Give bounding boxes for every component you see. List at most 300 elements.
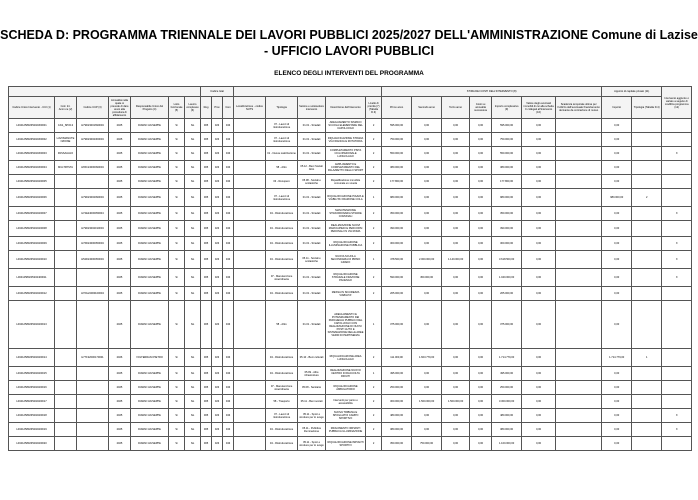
table-cell: 07 - Lavori di ristrutturazione [266, 119, 298, 133]
table-cell: 495.000,00 [492, 367, 522, 381]
table-cell: No [185, 251, 201, 269]
table-cell [234, 207, 266, 221]
table-cell: 07 - Lavori di ristrutturazione [266, 409, 298, 423]
table-cell [556, 251, 602, 269]
table-cell [632, 409, 662, 423]
table-cell [662, 437, 692, 451]
table-cell: 01.01 - Stradali [298, 189, 326, 207]
table-cell [556, 237, 602, 251]
table-cell: 550.000,00 [492, 147, 522, 161]
table-cell [632, 119, 662, 133]
table-cell: 595.000,00 [492, 119, 522, 133]
table-cell: 005 [201, 349, 212, 367]
table-cell: 380.000,00 [382, 423, 412, 437]
table-cell: 2 [366, 237, 382, 251]
table-cell [234, 147, 266, 161]
table-cell [632, 161, 662, 175]
table-cell: 2 [366, 349, 382, 367]
column-header: Secondo anno [412, 97, 442, 119]
table-cell: 0,00 [470, 237, 492, 251]
table-row [9, 381, 692, 395]
table-cell: H52D24000050004 [77, 251, 109, 269]
table-cell: 043 [223, 221, 234, 237]
table-cell: L00412580235202400005 [9, 175, 55, 189]
table-cell: H76G24000100004 [77, 287, 109, 301]
table-cell: Si [169, 237, 185, 251]
table-cell: L00412580235202400013 [9, 301, 55, 349]
table-cell: RIQUALIFICAZIONE PIAZZA E VIABILITA' FRAZIONE COLA [326, 189, 366, 207]
table-cell: 0,00 [470, 367, 492, 381]
table-cell: 58 - Altro [266, 301, 298, 349]
table-cell [234, 133, 266, 147]
table-cell: 0,00 [470, 251, 492, 269]
table-cell: 0,00 [522, 207, 556, 221]
column-header-row [9, 97, 692, 119]
table-cell [234, 423, 266, 437]
table-cell: 023 [212, 133, 223, 147]
table-cell: 05.11 - Sport e strutture per lo svago [298, 409, 326, 423]
table-cell: 2 [366, 175, 382, 189]
table-cell: 980.000,00 [382, 189, 412, 207]
table-cell: 023 [212, 301, 223, 349]
table-cell [556, 367, 602, 381]
table-cell [662, 367, 692, 381]
column-header: Valore degli eventuali immobili di cui alla scheda C collegati all'intervento (10) [522, 97, 556, 119]
table-cell: 300.000,00 [382, 395, 412, 409]
table-cell: 0,00 [412, 381, 442, 395]
table-row [9, 423, 692, 437]
table-cell: No [185, 367, 201, 381]
table-cell: 005 [201, 207, 212, 221]
table-cell [77, 437, 109, 451]
table-cell: 005 [201, 409, 212, 423]
table-cell: No [185, 133, 201, 147]
table-cell: 380.000,00 [492, 161, 522, 175]
table-row [9, 287, 692, 301]
column-header: Prov [212, 97, 223, 119]
table-cell: DIANNI GIUSEPPE [131, 161, 169, 175]
table-cell: 0,00 [470, 175, 492, 189]
table-cell: 04 - Ristrutturazione [266, 349, 298, 367]
table-cell: ADEGUAMENTO SISMICO SCUOLA ELEMENTARE DEL CAPOLUOGO [326, 119, 366, 133]
table-cell [234, 437, 266, 451]
table-row [9, 221, 692, 237]
table-cell: Si [169, 301, 185, 349]
table-cell: 01 - Nuova realizzazione [266, 147, 298, 161]
table-cell: H79D23002190004 [77, 221, 109, 237]
table-cell: 0,00 [442, 175, 470, 189]
table-cell: MESSA IN SICUREZZA VIABILITA' [326, 287, 366, 301]
table-cell: 2025 [109, 221, 131, 237]
table-cell: H65C24000090004 [77, 161, 109, 175]
table-cell: 043 [223, 287, 234, 301]
table-cell: L00412580235202300004 [9, 161, 55, 175]
table-cell: 01.01 - Stradali [298, 301, 326, 349]
table-cell: 1.714.779,00 [602, 349, 632, 367]
table-cell: 005 [201, 251, 212, 269]
table-cell: 2025 [109, 301, 131, 349]
table-cell: 0,00 [470, 381, 492, 395]
table-cell: 023 [212, 437, 223, 451]
table-cell: 043 [223, 395, 234, 409]
table-cell: L00412580235202400008 [9, 221, 55, 237]
table-cell: X [662, 251, 692, 269]
table-cell: VOLTERRANI PIETRO [131, 349, 169, 367]
table-cell: 0,00 [602, 287, 632, 301]
table-cell: 03 - Recupero [266, 175, 298, 189]
table-cell: 0,00 [522, 161, 556, 175]
table-row [9, 437, 692, 451]
table-cell: 590.000,00 [382, 269, 412, 287]
table-cell [632, 287, 662, 301]
table-cell: 177.800,00 [492, 175, 522, 189]
table-cell: 350.000,00 [492, 207, 522, 221]
table-cell: 043 [223, 437, 234, 451]
page-title [0, 27, 698, 59]
column-header: Localizzazione - codice NUTS [234, 97, 266, 119]
table-cell: 495.000,00 [382, 367, 412, 381]
table-cell [632, 133, 662, 147]
table-cell: Si [169, 207, 185, 221]
table-cell: No [185, 175, 201, 189]
column-header: Responsabile Unico del Progetto (4) [131, 97, 169, 119]
table-cell: 2 [366, 287, 382, 301]
table-cell: X [662, 147, 692, 161]
table-cell: 04 - Ristrutturazione [266, 367, 298, 381]
table-cell [234, 349, 266, 367]
table-cell: H79D23002300004 [77, 133, 109, 147]
table-cell: H77F22000170001 [77, 349, 109, 367]
table-cell [662, 119, 692, 133]
interventions-table [8, 86, 692, 451]
table-cell: 0,00 [442, 287, 470, 301]
table-cell: 0,00 [602, 409, 632, 423]
table-cell [632, 437, 662, 451]
table-cell [55, 251, 77, 269]
table-cell: 05.08 - Sociali e scolastiche [298, 175, 326, 189]
table-cell: 0,00 [412, 161, 442, 175]
table-cell: RIQUALIFICAZIONE IMPIANTI SPORTIVI [326, 437, 366, 451]
table-cell [556, 147, 602, 161]
table-cell: 0,00 [602, 395, 632, 409]
table-cell [55, 409, 77, 423]
table-cell: 04 - Ristrutturazione [266, 207, 298, 221]
table-cell [556, 269, 602, 287]
table-cell: No [185, 409, 201, 423]
table-cell: 265.000,00 [492, 287, 522, 301]
table-cell [632, 395, 662, 409]
table-cell [556, 349, 602, 367]
table-cell: Si [169, 349, 185, 367]
table-cell: 0,00 [522, 175, 556, 189]
table-cell: 2025 [109, 269, 131, 287]
table-cell: 0,00 [442, 161, 470, 175]
table-cell: 005 [201, 147, 212, 161]
table-cell: 023 [212, 423, 223, 437]
table-cell: 043 [223, 161, 234, 175]
table-row [9, 133, 692, 147]
table-cell: L00412580235202400017 [9, 395, 55, 409]
table-cell: 0,00 [470, 119, 492, 133]
table-cell: 0,00 [522, 301, 556, 349]
table-cell: 0,00 [412, 147, 442, 161]
table-cell: No [185, 349, 201, 367]
table-cell: 0,00 [412, 237, 442, 251]
table-cell: 0,00 [522, 423, 556, 437]
table-cell: 005 [201, 189, 212, 207]
column-header: Descrizione dell'intervento [326, 97, 366, 119]
group-header-row [9, 87, 692, 97]
table-cell: 05.11 - Sport e strutture per lo svago [298, 437, 326, 451]
table-cell: 111.000,00 [382, 349, 412, 367]
table-cell: 0,00 [602, 207, 632, 221]
table-cell: Si [169, 423, 185, 437]
table-cell: 265.000,00 [382, 287, 412, 301]
table-cell: 550.000,00 [382, 147, 412, 161]
table-cell: DIANNI GIUSEPPE [131, 237, 169, 251]
table-cell [632, 251, 662, 269]
table-cell [234, 189, 266, 207]
table-cell [77, 381, 109, 395]
table-cell: 58 - Altro [266, 161, 298, 175]
table-cell: 2025 [109, 147, 131, 161]
table-cell: LAVOMANUTENZIONE [55, 133, 77, 147]
group-header-empty-2 [234, 87, 382, 97]
table-cell: 0,00 [522, 367, 556, 381]
table-cell [234, 301, 266, 349]
table-cell: 005 [201, 381, 212, 395]
table-cell: 04 - Ristrutturazione [266, 237, 298, 251]
table-row [9, 409, 692, 423]
table-header [9, 87, 692, 119]
table-cell: 0,00 [470, 269, 492, 287]
table-cell: CAS_SPO13 [55, 119, 77, 133]
table-cell [662, 175, 692, 189]
table-cell: 2 [366, 381, 382, 395]
table-cell [234, 251, 266, 269]
table-cell [556, 437, 602, 451]
table-cell [556, 423, 602, 437]
table-cell: 043 [223, 409, 234, 423]
table-cell: Si [169, 437, 185, 451]
column-header: Lotto funzionale (5) [169, 97, 185, 119]
table-cell: 0,00 [522, 437, 556, 451]
table-cell [662, 221, 692, 237]
table-cell: 300.000,00 [492, 237, 522, 251]
column-header: Settore e sottosettore intervento [298, 97, 326, 119]
table-cell: RIFACIMENTO IMPIANTI PUBBLICA ILLUMINAZIONE [326, 423, 366, 437]
table-cell: 05.99 - Altre infrastrutture [298, 367, 326, 381]
table-cell [234, 175, 266, 189]
table-cell: 390.000,00 [492, 221, 522, 237]
table-cell: 2 [366, 147, 382, 161]
table-cell: DIANNI GIUSEPPE [131, 119, 169, 133]
table-cell: 750.000,00 [412, 437, 442, 451]
table-cell: No [185, 189, 201, 207]
table-cell: 3.300.000,00 [492, 395, 522, 409]
table-cell: 01.01 - Stradali [298, 147, 326, 161]
column-header: Cod. Int. Amm.ne (2) [55, 97, 77, 119]
column-header: Terzo anno [442, 97, 470, 119]
table-cell: L00412580235202300001 [9, 119, 55, 133]
table-cell: 478.500,00 [382, 251, 412, 269]
table-cell: 04 - Ristrutturazione [266, 423, 298, 437]
table-cell: 1.140.000,00 [442, 251, 470, 269]
table-cell [556, 409, 602, 423]
table-cell: 01.01 - Stradali [298, 269, 326, 287]
table-cell [556, 221, 602, 237]
table-cell: Riqualificazione immobile comunale ex scuola [326, 175, 366, 189]
table-cell: 0,00 [412, 189, 442, 207]
table-cell: 0,00 [442, 269, 470, 287]
table-cell: 0,00 [470, 221, 492, 237]
table-cell: 04 - Ristrutturazione [266, 251, 298, 269]
table-cell: 1.603.779,00 [412, 349, 442, 367]
table-cell [662, 287, 692, 301]
table-cell: 1 [366, 301, 382, 349]
table-cell: 595.000,00 [382, 119, 412, 133]
table-row [9, 301, 692, 349]
table-cell: 2 [366, 119, 382, 133]
table-cell: 043 [223, 175, 234, 189]
table-cell [556, 133, 602, 147]
table-cell: DIANNI GIUSEPPE [131, 381, 169, 395]
table-cell: 0,00 [442, 367, 470, 381]
table-cell: 0,00 [442, 133, 470, 147]
table-cell: 005 [201, 119, 212, 133]
table-cell: 0,00 [602, 237, 632, 251]
table-cell: 0,00 [412, 409, 442, 423]
table-cell [662, 381, 692, 395]
table-cell: 0,00 [412, 119, 442, 133]
table-cell: COMPLETAMENTO PISTA CICLOPEDONALE LUNGOLAGO [326, 147, 366, 161]
table-cell: DIANNI GIUSEPPE [131, 437, 169, 451]
table-cell: 023 [212, 287, 223, 301]
table-cell: 043 [223, 189, 234, 207]
table-cell: 1.714.779,00 [492, 349, 522, 367]
table-cell: 0,00 [412, 175, 442, 189]
table-cell: REALIZZAZIONE NUOVO CENTRO DI RACCOLTA RIFIUTI [326, 367, 366, 381]
table-cell: 05.10 - Beni culturali [298, 349, 326, 367]
table-cell: 0,00 [522, 237, 556, 251]
table-cell: RIQUALIFICAZIONE ILLUMINAZIONE PUBBLICA [326, 237, 366, 251]
table-cell: 07 - Manutenzione straordinaria [266, 269, 298, 287]
table-cell: DIANNI GIUSEPPE [131, 207, 169, 221]
table-cell: No [185, 437, 201, 451]
table-cell: 0,00 [412, 301, 442, 349]
table-cell: 1 [366, 367, 382, 381]
table-cell: 980.000,00 [602, 189, 632, 207]
table-cell: 0,00 [442, 423, 470, 437]
table-cell: 2025 [109, 381, 131, 395]
table-cell: 043 [223, 147, 234, 161]
table-row [9, 161, 692, 175]
table-cell [234, 367, 266, 381]
table-cell: X [662, 207, 692, 221]
table-cell: 0,00 [442, 147, 470, 161]
table-cell: 005 [201, 437, 212, 451]
table-cell [662, 301, 692, 349]
table-cell: 2025 [109, 189, 131, 207]
table-cell: L00412580235202400011 [9, 269, 55, 287]
table-cell: L00412580235202400010 [9, 251, 55, 269]
table-cell: 01.01 - Stradali [298, 221, 326, 237]
table-cell: 3.618.500,00 [492, 251, 522, 269]
table-cell: 043 [223, 207, 234, 221]
table-cell [632, 207, 662, 221]
table-cell [55, 287, 77, 301]
table-cell: Si [169, 395, 185, 409]
table-cell: 2025 [109, 251, 131, 269]
table-cell: 0,00 [602, 381, 632, 395]
table-cell: 2 [366, 133, 382, 147]
table-cell [234, 395, 266, 409]
table-cell: 2025 [109, 287, 131, 301]
table-cell: 005 [201, 423, 212, 437]
table-cell [632, 147, 662, 161]
table-cell: 0,00 [522, 147, 556, 161]
column-header: Importo complessivo (9) [492, 97, 522, 119]
table-cell: 0,00 [412, 221, 442, 237]
table-cell: 0,00 [602, 251, 632, 269]
table-cell [632, 423, 662, 437]
table-cell: 2025 [109, 237, 131, 251]
table-cell: 043 [223, 423, 234, 437]
table-cell: DIANNI GIUSEPPE [131, 175, 169, 189]
table-cell [662, 189, 692, 207]
table-cell: 0,00 [522, 349, 556, 367]
title-line-1: SCHEDA D: PROGRAMMA TRIENNALE DEI LAVORI PUBBLICI 2025/2027 DELL'AMMINISTRAZIONE Comune di Lazise [0, 28, 698, 42]
table-row [9, 367, 692, 381]
table-cell [662, 161, 692, 175]
table-cell: 01.01 - Stradali [298, 207, 326, 221]
table-cell: 0,00 [470, 395, 492, 409]
table-cell [556, 161, 602, 175]
table-cell: 023 [212, 175, 223, 189]
table-cell: 2025 [109, 133, 131, 147]
table-cell: 375.000,00 [382, 301, 412, 349]
table-cell: No [185, 161, 201, 175]
table-cell: RIQUALIFICAZIONE STRADALE FRAZIONE PACENGO [326, 269, 366, 287]
table-cell: 2025 [109, 395, 131, 409]
group-header-empty [9, 87, 201, 97]
table-cell [234, 237, 266, 251]
table-cell: 0,00 [602, 423, 632, 437]
table-cell: 1.040.000,00 [492, 269, 522, 287]
table-cell [77, 423, 109, 437]
table-cell: DIANNI GIUSEPPE [131, 409, 169, 423]
table-row [9, 147, 692, 161]
table-cell [55, 437, 77, 451]
table-cell: Si [169, 367, 185, 381]
table-cell: 005 [201, 301, 212, 349]
table-cell: 005 [201, 175, 212, 189]
table-cell: 58 - Trasporto [266, 395, 298, 409]
table-cell [77, 269, 109, 287]
table-cell: 023 [212, 395, 223, 409]
table-cell: 05.12 - Beni Sociali Altro [298, 161, 326, 175]
table-cell [77, 147, 109, 161]
table-cell: No [185, 269, 201, 287]
table-cell: No [185, 237, 201, 251]
table-cell: 0,00 [470, 161, 492, 175]
table-cell: RIQUALIFICAZIONE AMBULATORIO [326, 381, 366, 395]
table-cell: 01.01 - Stradali [298, 119, 326, 133]
table-cell: DIANNI GIUSEPPE [131, 147, 169, 161]
table-cell: 250.000,00 [492, 381, 522, 395]
table-cell: 043 [223, 119, 234, 133]
table-cell [77, 175, 109, 189]
